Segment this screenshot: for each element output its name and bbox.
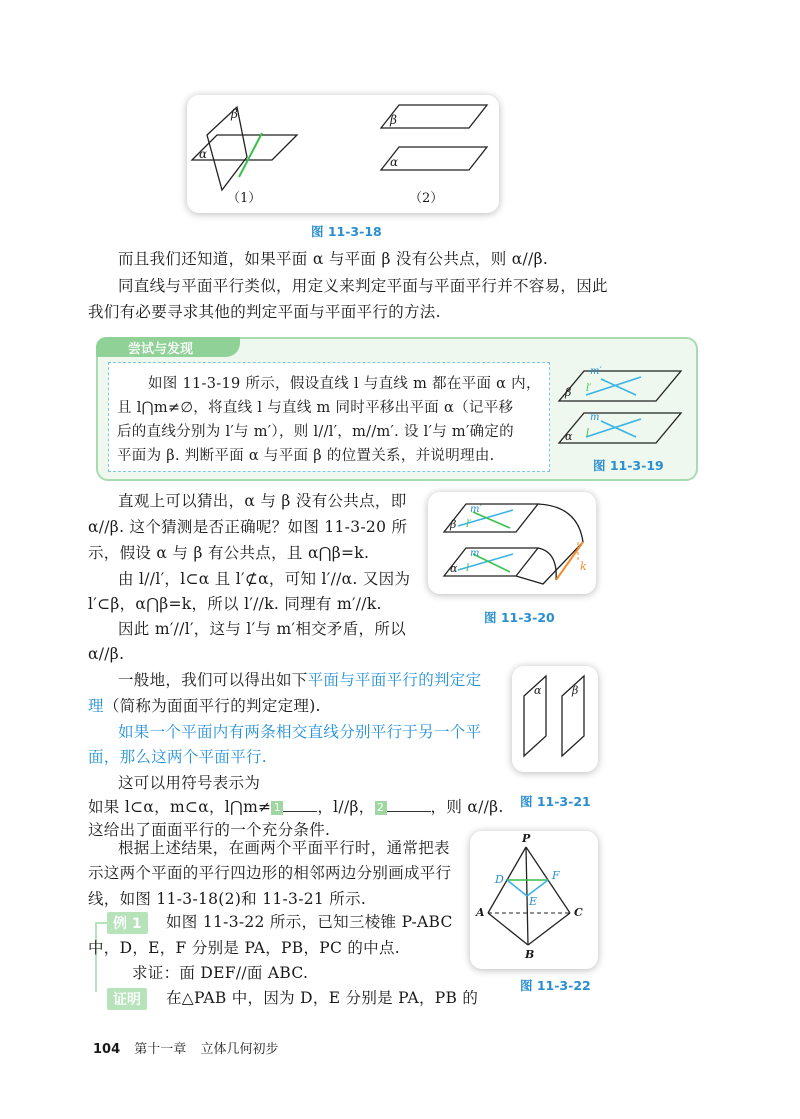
explore-line-4: 平面为 β. 判断平面 α 与平面 β 的位置关系，并说明理由. bbox=[117, 448, 495, 464]
body1-line-1: 直观上可以猜出，α 与 β 没有公共点，即 bbox=[118, 492, 407, 510]
fig18-sub1: （1） bbox=[227, 191, 262, 206]
fig19-l: l bbox=[586, 428, 590, 439]
fig22-E: E bbox=[529, 895, 538, 908]
symbol-part-b: ，l//β， bbox=[317, 798, 375, 816]
caption-11-3-21: 图 11-3-21 bbox=[520, 794, 591, 809]
fig22-P: P bbox=[522, 832, 531, 845]
fig21-beta: β bbox=[572, 684, 579, 697]
fig19-alpha: α bbox=[565, 430, 573, 443]
explore-line-2: 且 l⋂m≠∅，将直线 l 与直线 m 同时平移出平面 α（记平移 bbox=[117, 400, 514, 416]
intro-line-2: 同直线与平面平行类似，用定义来判定平面与平面平行并不容易，因此 bbox=[118, 277, 608, 295]
fig21-alpha: α bbox=[534, 684, 542, 697]
fig19-m1: m′ bbox=[590, 366, 602, 377]
chapter-number: 第十一章 bbox=[134, 1042, 187, 1057]
fig20-beta: β bbox=[450, 518, 457, 531]
explore-title: 尝试与发现 bbox=[128, 342, 194, 357]
blank-1[interactable] bbox=[283, 811, 317, 812]
blank-2[interactable] bbox=[387, 811, 431, 812]
theorem-line-1 bbox=[118, 670, 481, 690]
example-line-1: 如图 11-3-22 所示，已知三棱锥 P-ABC bbox=[166, 913, 453, 931]
fig18-2-alpha-label: α bbox=[390, 155, 399, 169]
fig20-m1: m′ bbox=[470, 504, 482, 515]
caption-11-3-20: 图 11-3-20 bbox=[484, 610, 555, 625]
fig18-2-beta-label: β bbox=[390, 113, 397, 127]
body1-line-3: 示，假设 α 与 β 有公共点，且 α⋂β=k. bbox=[88, 544, 370, 562]
figure-11-3-18 bbox=[187, 95, 499, 213]
caption-11-3-22: 图 11-3-22 bbox=[520, 978, 591, 993]
fig19-beta: β bbox=[565, 386, 572, 399]
fig20-alpha: α bbox=[450, 562, 458, 575]
body1-line-4: 由 l//l′，l⊂α 且 l′⊄α，可知 l′//α. 又因为 bbox=[118, 570, 411, 588]
symbol-line bbox=[88, 797, 504, 817]
fig20-l: l bbox=[466, 563, 470, 574]
fig18-sub2: （2） bbox=[409, 191, 444, 206]
figure-11-3-19-drawing bbox=[556, 363, 686, 453]
fig22-B: B bbox=[525, 948, 535, 961]
fig22-F: F bbox=[552, 869, 560, 882]
fig18-alpha-label: α bbox=[199, 147, 208, 161]
sufficient-condition: 这给出了面面平行的一个充分条件. bbox=[88, 821, 331, 839]
fig20-m: m bbox=[470, 548, 480, 559]
blank-tag-2: 2 bbox=[375, 801, 387, 815]
intro-line-3: 我们有必要寻求其他的判定平面与平面平行的方法. bbox=[88, 303, 441, 321]
theorem-line-2 bbox=[88, 696, 321, 716]
fig18-beta-label: β bbox=[231, 107, 238, 121]
symbol-part-c: ，则 α//β. bbox=[430, 798, 504, 816]
caption-11-3-19: 图 11-3-19 bbox=[593, 458, 664, 473]
drawing-line-1: 根据上述结果，在画两个平面平行时，通常把表 bbox=[118, 839, 450, 857]
fig20-k: k bbox=[580, 560, 587, 573]
footer bbox=[93, 1038, 278, 1057]
proof-label: 证明 bbox=[107, 988, 147, 1010]
fig22-A: A bbox=[476, 906, 485, 919]
blank-tag-1: 1 bbox=[271, 801, 283, 815]
body1-line-7: α//β. bbox=[88, 645, 125, 663]
theorem-statement-2: 面，那么这两个平面平行. bbox=[88, 748, 268, 766]
figure-11-3-20-drawing bbox=[428, 492, 596, 594]
drawing-line-2: 示这两个平面的平行四边形的相邻两边分别画成平行 bbox=[88, 864, 452, 882]
chapter-title: 立体几何初步 bbox=[200, 1042, 279, 1057]
intro-line-1: 而且我们还知道，如果平面 α 与平面 β 没有公共点，则 α//β. bbox=[118, 250, 549, 268]
fig22-C: C bbox=[574, 906, 583, 919]
theorem-name-2: 理 bbox=[88, 697, 104, 715]
theorem-lead: 一般地，我们可以得出如下 bbox=[118, 671, 308, 689]
explore-line-3: 后的直线分别为 l′与 m′），则 l//l′，m//m′. 设 l′与 m′确定的 bbox=[117, 424, 514, 440]
fig19-m: m bbox=[590, 412, 600, 423]
caption-11-3-18: 图 11-3-18 bbox=[311, 224, 382, 239]
body1-line-5: l′⊂β，α⋂β=k，所以 l′//k. 同理有 m′//k. bbox=[88, 595, 382, 613]
figure-11-3-20 bbox=[428, 492, 596, 594]
symbol-intro: 这可以用符号表示为 bbox=[118, 774, 261, 792]
body1-line-2: α//β. 这个猜测是否正确呢？如图 11-3-20 所 bbox=[88, 518, 408, 536]
example-line-3: 求证：面 DEF//面 ABC. bbox=[132, 964, 309, 982]
body1-line-6: 因此 m′//l′，这与 l′与 m′相交矛盾，所以 bbox=[118, 620, 406, 638]
explore-line-1: 如图 11-3-19 所示，假设直线 l 与直线 m 都在平面 α 内， bbox=[148, 376, 541, 392]
figure-11-3-22 bbox=[470, 831, 598, 969]
theorem-statement-1: 如果一个平面内有两条相交直线分别平行于另一个平 bbox=[118, 723, 482, 741]
example-label: 例 1 bbox=[107, 912, 148, 934]
fig20-l1: l′ bbox=[466, 519, 472, 530]
fig19-l1: l′ bbox=[586, 383, 592, 394]
example-line-2: 中，D，E，F 分别是 PA，PB，PC 的中点. bbox=[88, 939, 401, 957]
fig22-D: D bbox=[495, 873, 504, 886]
theorem-tail: （简称为面面平行的判定定理). bbox=[103, 697, 321, 715]
figure-11-3-21 bbox=[512, 666, 598, 772]
drawing-line-3: 线，如图 11-3-18(2)和 11-3-21 所示. bbox=[88, 890, 367, 908]
symbol-part-a: 如果 l⊂α，m⊂α，l⋂m≠ bbox=[88, 798, 272, 816]
theorem-name-1: 平面与平面平行的判定定 bbox=[307, 671, 482, 689]
proof-line-1: 在△PAB 中，因为 D，E 分别是 PA，PB 的 bbox=[166, 989, 479, 1007]
figure-11-3-21-drawing bbox=[512, 666, 598, 772]
page-number: 104 bbox=[93, 1042, 121, 1057]
